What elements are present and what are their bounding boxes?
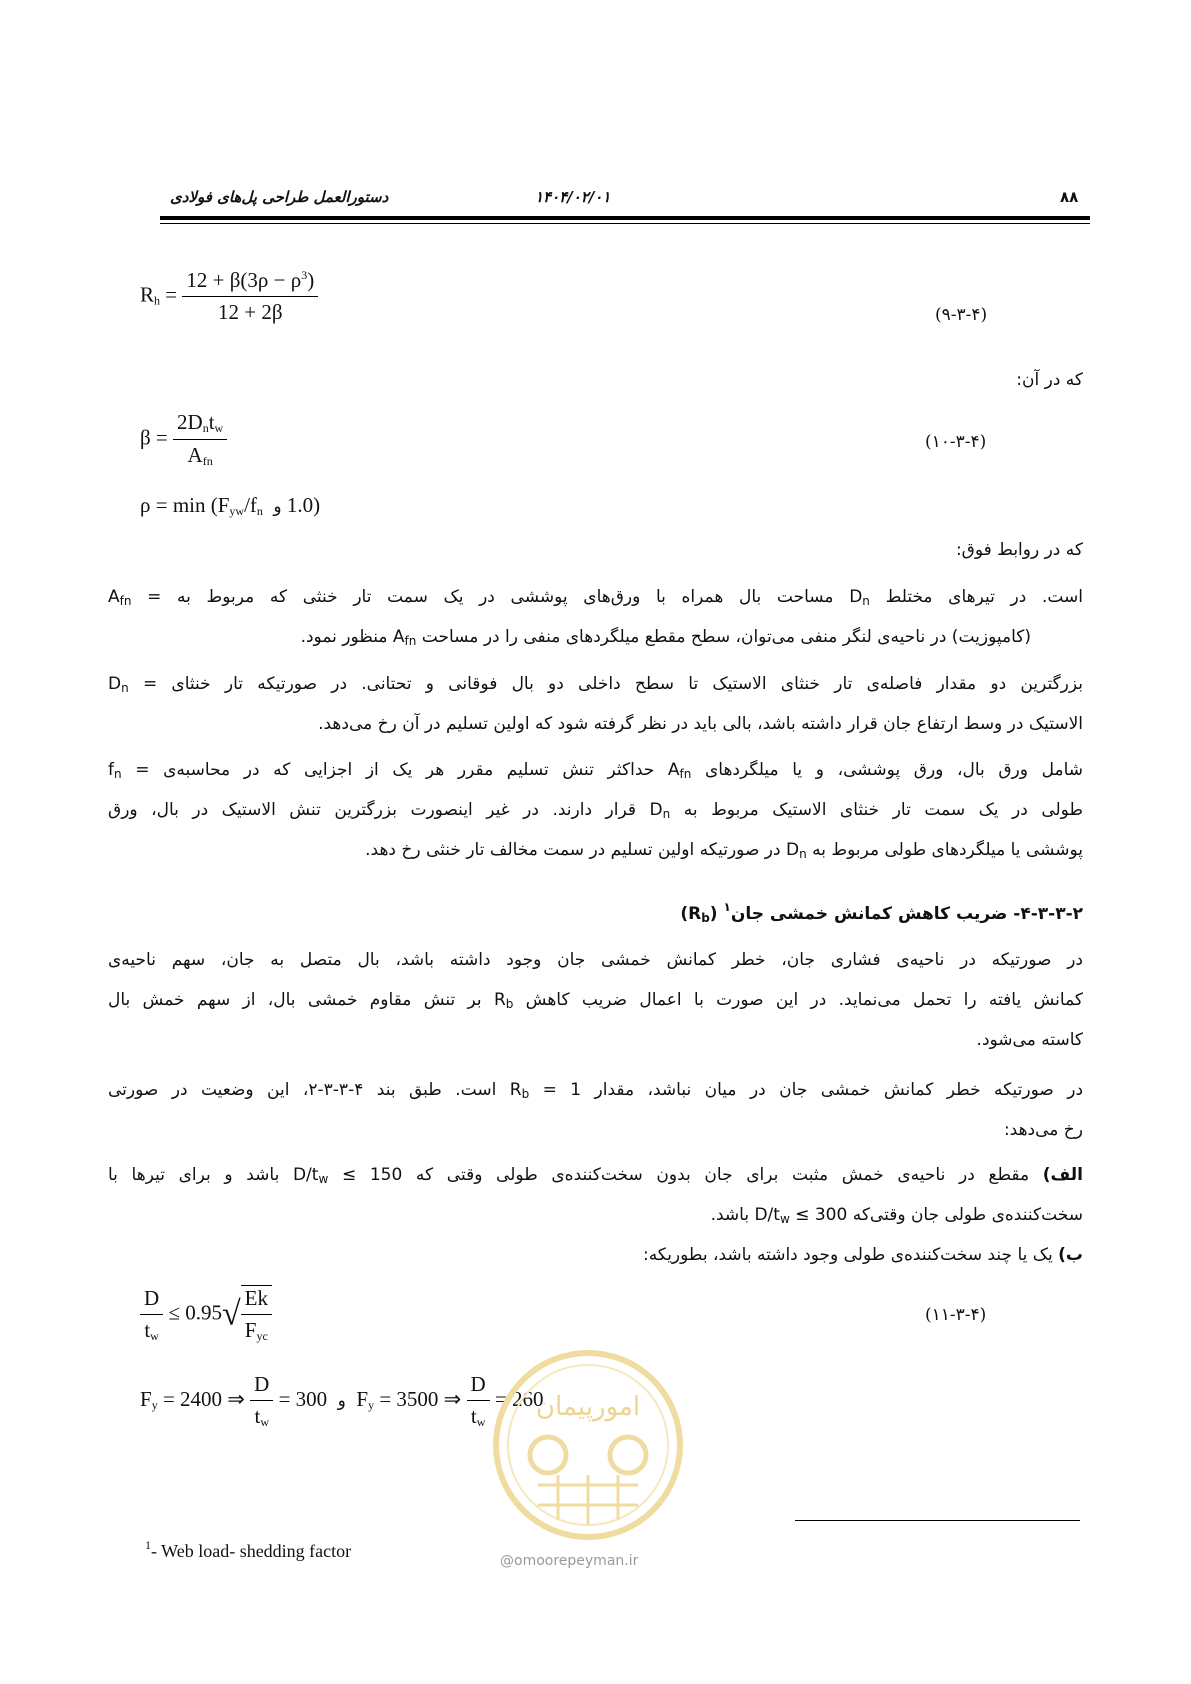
paragraph-2-line-2: رخ می‌دهد: [1003,1120,1083,1140]
paragraph-1-line-3: کاسته می‌شود. [976,1030,1083,1050]
page-number: ۸۸ [1060,188,1079,206]
header-rule-thin [160,223,1090,224]
equation-number-2: (۱۰-۳-۴) [925,432,987,452]
equation-beta: β = $\frac{2D_nt_w}{A_{fn}}$ [140,410,227,469]
dn-definition-line-2: الاستیک در وسط ارتفاع جان قرار داشته باشد، بالی باید در نظر گرفته شود که اولین تسلیم در آن رخ می‌دهد. [318,714,1083,734]
footnote: $^1$- Web load- shedding factor [145,1538,352,1561]
header-date: ۱۴۰۴/۰۲/۰۱ [535,188,611,206]
where-text: که در آن: [1016,370,1083,390]
dn-definition-line-1: $D_n$ = بزرگترین دو مقدار فاصله‌ی تار خنثای الاستیک تا سطح داخلی دو بال فوقانی و تحتانی. در صورتیکه تار خنثای [108,674,1083,695]
afn-definition-line-2: (کامپوزیت) در ناحیه‌ی لنگر منفی می‌توان، سطح مقطع میلگردهای منفی را در مساحت $A_{fn}$ منظور نمود. [300,627,1031,648]
paragraph-2-line-1: در صورتیکه خطر کمانش خمشی جان در میان نباشد، مقدار $R_b = 1$ است. طبق بند ۴-۳-۳-۲، این وضعیت در صورتی [108,1080,1084,1101]
watermark-logo [488,1345,688,1545]
equation-dtw-limit: $\frac{D}{t_w}$ ≤ 0.95√ $\frac{Ek}{F_{yc}}$ [140,1285,272,1344]
fn-definition-line-2: طولی در یک سمت تار خنثای الاستیک مربوط به $D_n$ قرار دارند. در غیر اینصورت بزرگترین تنش الاستیک در بال، ورق [108,800,1083,821]
svg-text:امورپیمان: امورپیمان [535,1392,641,1422]
header-title: دستورالعمل طراحی پل‌های فولادی [170,188,389,206]
equation-rho: $\rho = \min (F_{yw}/f_n$ و 1.0) [140,493,321,518]
equation-number-4: (۱۱-۳-۴) [925,1305,987,1325]
equation-rh: $R_h$ = $\frac{12 + \beta(3\rho - \rho^3)}{12 + 2\beta}$ [140,268,318,325]
paragraph-1-line-2: کمانش یافته را تحمل می‌نماید. در این صورت با اعمال ضریب کاهش $R_b$ بر تنش مقاوم خمشی بال، از سهم خمش بال [108,990,1083,1011]
item-alef-line-2: سخت‌کننده‌ی طولی جان وقتی‌که $D/t_w \le 300$ باشد. [710,1205,1083,1226]
item-alef-line-1: الف) مقطع در ناحیه‌ی خمش مثبت برای جان بدون سخت‌کننده‌ی طولی وقتی که $D/t_w \le 150$ باشد و برای تیرها با [108,1165,1084,1186]
footnote-rule [795,1520,1080,1521]
item-be-line-1: ب) یک یا چند سخت‌کننده‌ی طولی وجود داشته باشد، بطوریکه: [642,1245,1083,1265]
watermark-text: @omoorepeyman.ir [500,1553,639,1569]
header-rule-thick [160,216,1090,220]
where-above-text: که در روابط فوق: [955,540,1083,560]
fn-definition-line-3: پوششی یا میلگردهای طولی مربوط به $D_n$ در صورتیکه اولین تسلیم در سمت مخالف تار خنثی رخ دهد. [365,840,1083,861]
paragraph-1-line-1: در صورتیکه در ناحیه‌ی فشاری جان، خطر کمانش خمشی جان وجود داشته باشد، بال متصل به جان، سهم ناحیه‌ی [108,950,1083,970]
equation-number-1: (۹-۳-۴) [935,305,988,325]
section-heading: ۴-۳-۳-۲- ضریب کاهش کمانش خمشی جان$^۱$ $(R_b)$ [680,900,1083,925]
equation-fy-values: $F_y = 2400$ ⇒ $\frac{D}{t_w}$ = 300 و $F_y = 3500$ ⇒ $\frac{D}{t_w}$ = 260 [140,1372,544,1429]
afn-definition-line-1: $A_{fn}$ = مساحت بال همراه با ورق‌های پوششی در یک سمت تار خنثی که مربوط به $D_n$ است. در تیرهای مختلط [108,587,1084,608]
fn-definition-line-1: $f_n$ = حداکثر تنش تسلیم مقرر هر یک از اجزایی که در محاسبه‌ی $A_{fn}$ شامل ورق بال، ورق پوششی، و یا میلگردهای [108,760,1083,781]
